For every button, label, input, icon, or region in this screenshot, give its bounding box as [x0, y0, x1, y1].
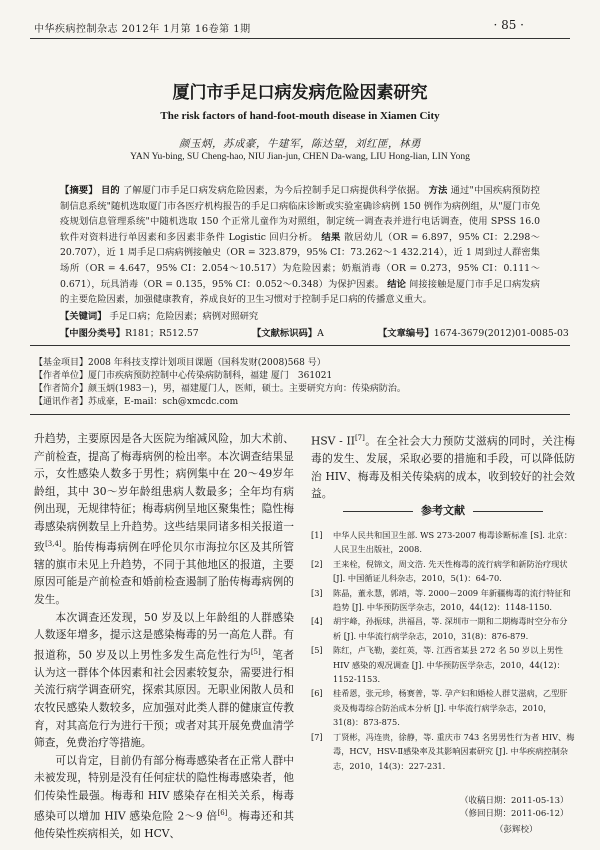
- objective-text: 了解厦门市手足口病发病危险因素，为今后控制手足口病提供科学依据。: [122, 185, 426, 196]
- citation: [5]: [250, 647, 261, 656]
- reference-text: 丁贤彬，冯连贵，徐静，等. 重庆市 743 名男男性行为者 HIV、梅毒，HCV，HSV-Ⅱ感染率及其影响因素研究 [J]. 中华疾病控制杂志，2010，14(3)：227-231.: [333, 731, 575, 771]
- reference-number: [6]: [311, 688, 323, 699]
- footnotes: [34, 357, 406, 409]
- article-number: 【文章编号】1674-3679(2012)01-0085-03: [378, 328, 569, 339]
- received-date: （收稿日期：2011-05-13）: [460, 796, 569, 806]
- footnote-affiliation: 【作者单位】厦门市疾病预防控制中心传染病防制科，福建 厦门 361021: [34, 371, 333, 381]
- body-left-column: [34, 430, 294, 842]
- paragraph: 可以肯定，目前仍有部分梅毒感染者在正常人群中未被发现，特别是没有任何症状的隐性梅毒感染者，他们传染性最强。梅毒和 HIV 感染存在相关关系，梅毒感染可以增加 HIV 感染危险 2～9 倍[6]。梅毒还和其他传染性疾病相关，如 HCV、: [34, 753, 294, 840]
- reference-text: 中华人民共和国卫生部. WS 273-2007 梅毒诊断标准 [S]. 北京：人民卫生出版社，2008.: [333, 530, 573, 555]
- reference-text: 王来栓，倪锦文，周文浩. 先天性梅毒的流行病学和新防治疗现状 [J]. 中国循证儿科杂志，2010，5(1)：64-70.: [333, 558, 568, 584]
- abstract-label: 【摘要】: [60, 185, 98, 196]
- reference-item: [311, 528, 575, 557]
- paragraph: 本次调查还发现，50 岁及以上年龄组的人群感染人数逐年增多，提示这是感染梅毒的另一高危人群。有报道称，50 岁及以上男性多发生高危性行为[5]，笔者认为这一群体个体因素和社会因素较复杂，需要进行相关流行病学调查研究，探索其原因。无职业闲散人员和农牧民感染人数较多，应加强对此类人群的健康宣传教育，对其高危行为进行干预；或者对其开展免费血清学筛查，免费治疗等措施。: [34, 610, 294, 750]
- reference-text: 陈红，卢飞勒，姜红英，等. 江西省某县 272 名 50 岁以上男性 HIV 感染的观况调查 [J]. 中华预防医学杂志，2010，44(12)：1152-1153.: [333, 645, 565, 685]
- keywords-text: 手足口病；危险因素；病例对照研究: [109, 311, 259, 322]
- footnote-bio: 【作者简介】颜玉炳(1983－)，男，福建厦门人，医师，硕士。主要研究方向：传染病防治。: [34, 384, 406, 394]
- result-text: 散居幼儿（OR = 6.897，95% CI：2.298～20.707），近 1 周手足口病病例接触史（OR = 323.879，95% CI：73.262～1 432.214），近 1 周到过人群密集场所（OR = 4.647，95% CI：2.054～10.517）为危险因素；奶瓶消毒（OR = 0.273，95% CI：0.111～0.671），玩具消毒（OR = 0.135，95% CI：0.052～0.348）为保护因素。: [60, 231, 540, 290]
- body-right-column: [311, 430, 575, 503]
- keywords: [60, 309, 540, 324]
- footnote-fund: 【基金项目】2008 年科技支撑计划项目课题（国科发财(2008)568 号）: [34, 358, 326, 368]
- footnote-correspondence: 【通讯作者】苏成豪，E-mail：sch@xmcdc.com: [34, 397, 239, 407]
- reference-text: 胡宇峰，孙振球，洪福昌，等. 深圳市一期和二期梅毒时空分布分析 [J]. 中华流行病学杂志，2010，31(8)：876-879.: [333, 616, 568, 641]
- conclusion-label: 结论: [387, 278, 406, 290]
- reference-text: 桂希恩，张元珍，杨赛普，等. 孕产妇和婚检人群艾滋病，乙型肝炎及梅毒综合防治成本分析 [J]. 中华流行病学杂志，2010，31(8)：873-875.: [333, 688, 568, 728]
- reference-number: [2]: [311, 558, 323, 569]
- paragraph: HSV - II[7]。在全社会大力预防艾滋病的同时，关注梅毒的发生、发展，采取必要的措施和手段，可以降低防治 HIV、梅毒及相关传染病的成本，收到较好的社会效益。: [311, 434, 575, 501]
- revised-date: （修回日期：2011-06-12）: [460, 809, 569, 819]
- objective-label: 目的: [100, 185, 120, 196]
- reference-number: [5]: [311, 645, 323, 656]
- authors-chinese: 颜玉炳，苏成豪，牛建军，陈达望，刘红匪，林勇: [179, 138, 421, 150]
- paragraph: 升趋势，主要原因是各大医院为缩减风险，加大术前、产前检查，提高了梅毒病例的检出率。本次调查结果显示，女性感染人数多于男性；病例集中在 20～49岁年龄组，其中 30～岁年龄组患病人数最多；全年均有病例出现，无规律特征；梅毒病例呈地区聚集性；隐性梅毒感染病例数呈上升趋势。这些结果同诸多相关报道一致[3,4]。胎传梅毒病例在呼伦贝尔市海拉尔区及其所管辖的旗市未见上升趋势，不同于其他地区的报道，主要原因可能是产前检查和婚前检查遏制了胎传梅毒病例的发生。: [34, 432, 294, 606]
- abstract: [60, 183, 540, 308]
- reference-item: [311, 686, 575, 729]
- reference-number: [4]: [311, 616, 323, 627]
- citation: [3,4]: [45, 539, 62, 548]
- authors-english: YAN Yu-bing, SU Cheng-hao, NIU Jian-jun, CHEN Da-wang, LIU Hong-lian, LIN Yong: [130, 152, 470, 162]
- article-dates: [460, 795, 569, 821]
- citation: [6]: [217, 808, 228, 817]
- result-label: 结果: [321, 231, 341, 243]
- reference-number: [7]: [311, 731, 323, 742]
- clc-number: 【中图分类号】R181；R512.57: [60, 328, 199, 339]
- keywords-label: 【关键词】: [60, 311, 107, 322]
- section-rule: [30, 345, 570, 346]
- title-chinese: 厦门市手足口病发病危险因素研究: [172, 83, 428, 103]
- header-rule: [30, 38, 570, 39]
- reference-text: 陈晶，董永慧，郭靖，等. 2000－2009 年新疆梅毒的流行特征和趋势 [J]. 中华预防医学杂志，2010，44(12)：1148-1150.: [333, 587, 571, 613]
- editor-note: （彭辉校）: [495, 825, 538, 835]
- method-text: 通过"中国疾病预防控制信息系统"随机选取厦门市各医疗机构报告的手足口病临床诊断或实验室确诊病例 150 例作为病例组，从"厦门市免疫规划信息管理系统"中随机选取 150 个正常儿童作为对照组，制定统一调查表并进行电话调查，使用 SPSS 16.0 软件对资料进行单因素和多因素非条件 Logistic 回归分析。: [60, 185, 540, 243]
- references-list: [311, 528, 575, 773]
- citation: [7]: [354, 434, 365, 442]
- reference-item: [311, 643, 575, 686]
- page-number: · 85 ·: [493, 18, 524, 32]
- reference-number: [3]: [311, 587, 323, 598]
- references-heading: 参考文献: [311, 502, 575, 518]
- journal-header: 中华疾病控制杂志 2012年 1月第 16卷第 1期: [34, 24, 251, 35]
- reference-item: [311, 730, 575, 773]
- footnote-rule: [30, 414, 570, 415]
- reference-number: [1]: [311, 530, 323, 540]
- reference-item: [311, 557, 575, 586]
- reference-item: [311, 586, 575, 615]
- method-label: 方法: [428, 185, 448, 196]
- reference-item: [311, 614, 575, 643]
- document-code: 【文献标识码】A: [252, 328, 324, 339]
- conclusion-text: 间接接触是厦门市手足口病发病的主要危险因素，加强健康教育，养成良好的卫生习惯对于控制手足口病的传播意义重大。: [60, 278, 540, 306]
- title-english: The risk factors of hand-foot-mouth disease in Xiamen City: [160, 110, 440, 122]
